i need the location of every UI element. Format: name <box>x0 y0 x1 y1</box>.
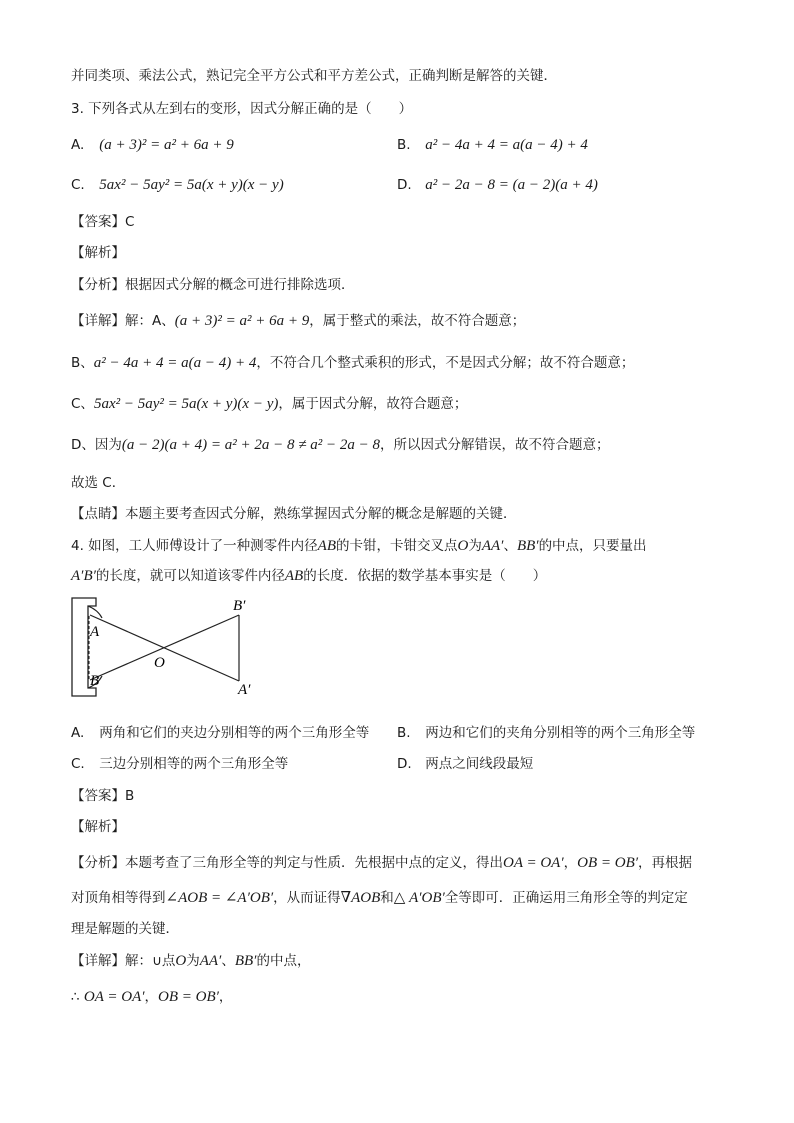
q3-detail-b: B、a² − 4a + 4 = a(a − 4) + 4，不符合几个整式乘积的形式，不是因式分解；故不符合题意； <box>71 355 635 371</box>
part-curve-top <box>88 606 102 618</box>
option-label: D. <box>397 177 412 193</box>
option-text: 三边分别相等的两个三角形全等 <box>99 756 289 772</box>
q4-stem-line1: 4. 如图，工人师傅设计了一种测零件内径AB的卡钳，卡钳交叉点O为AA′、BB′的中点，只要量出 <box>71 538 647 554</box>
q4-fenxi-line1: 【分析】本题考查了三角形全等的判定与性质．先根据中点的定义，得出OA = OA′，OB = OB′，再根据 <box>71 855 693 871</box>
detail-b-expr: a² − 4a + 4 = a(a − 4) + 4 <box>93 355 257 371</box>
q4-detail-line2: ∴ OA = OA′，OB = OB′， <box>71 989 233 1005</box>
q3-detail-d: D、因为(a − 2)(a + 4) = a² + 2a − 8 ≠ a² − 2a − 8，所以因式分解错误，故不符合题意； <box>71 437 610 453</box>
caliper-figure <box>62 592 272 708</box>
detail-a-expr: (a + 3)² = a² + 6a + 9 <box>174 313 310 329</box>
option-label: B. <box>397 137 411 153</box>
q4-analysis-heading: 【解析】 <box>71 819 125 835</box>
label-o: O <box>154 655 165 671</box>
label-b: B <box>90 673 100 689</box>
q4-option-c[interactable] <box>71 754 288 774</box>
q3-option-a[interactable] <box>71 135 234 155</box>
q4-answer: 【答案】B <box>71 788 135 804</box>
q3-option-b[interactable] <box>397 135 588 155</box>
q4-option-a[interactable] <box>71 723 369 743</box>
label-a-prime: A′ <box>238 682 251 698</box>
q4-detail-line1: 【详解】解：∪点O为AA′、BB′的中点， <box>71 953 311 969</box>
option-text: 两角和它们的夹边分别相等的两个三角形全等 <box>99 725 370 741</box>
detail-d-expr: (a − 2)(a + 4) = a² + 2a − 8 ≠ a² − 2a − 8 <box>121 437 380 453</box>
option-expr: a² − 2a − 8 = (a − 2)(a + 4) <box>425 177 598 193</box>
q3-choose: 故选 C． <box>71 475 126 491</box>
option-text: 两边和它们的夹角分别相等的两个三角形全等 <box>425 725 696 741</box>
option-label: C. <box>71 756 85 772</box>
option-label: C. <box>71 177 85 193</box>
q3-answer: 【答案】C <box>71 214 135 230</box>
q3-detail-c: C、5ax² − 5ay² = 5a(x + y)(x − y)，属于因式分解，故符合题意； <box>71 396 468 412</box>
q4-fenxi-line3: 理是解题的关键． <box>71 921 179 937</box>
option-expr: a² − 4a + 4 = a(a − 4) + 4 <box>425 137 588 153</box>
option-expr: (a + 3)² = a² + 6a + 9 <box>99 137 234 153</box>
option-label: D. <box>397 756 412 772</box>
q3-dianjing: 【点睛】本题主要考查因式分解，熟练掌握因式分解的概念是解题的关键． <box>71 506 517 522</box>
option-expr: 5ax² − 5ay² = 5a(x + y)(x − y) <box>99 177 284 193</box>
q3-fenxi: 【分析】根据因式分解的概念可进行排除选项． <box>71 277 355 293</box>
q3-option-c[interactable] <box>71 175 284 195</box>
q3-analysis-heading: 【解析】 <box>71 245 125 261</box>
q3-option-d[interactable] <box>397 175 598 195</box>
detail-c-expr: 5ax² − 5ay² = 5a(x + y)(x − y) <box>93 396 279 412</box>
q2-tail-text: 并同类项、乘法公式，熟记完全平方公式和平方差公式，正确判断是解答的关键． <box>71 68 557 84</box>
label-a: A <box>90 624 100 640</box>
q4-fenxi-line2: 对顶角相等得到∠AOB = ∠A′OB′，从而证得∇AOB和△ A′OB′全等即可．正确运用三角形全等的判定定 <box>71 890 688 906</box>
q4-option-b[interactable] <box>397 723 695 743</box>
option-label: A. <box>71 725 85 741</box>
label-b-prime: B′ <box>233 598 246 614</box>
q3-detail-a: 【详解】解：A、(a + 3)² = a² + 6a + 9，属于整式的乘法，故不符合题意； <box>71 313 526 329</box>
option-text: 两点之间线段最短 <box>425 756 534 772</box>
q4-stem-line2: A′B′的长度，就可以知道该零件内径AB的长度．依据的数学基本事实是（ ） <box>71 568 547 584</box>
q4-option-d[interactable] <box>397 754 533 774</box>
q3-stem: 3. 下列各式从左到右的变形，因式分解正确的是（ ） <box>71 101 413 117</box>
option-label: B. <box>397 725 411 741</box>
option-label: A. <box>71 137 85 153</box>
